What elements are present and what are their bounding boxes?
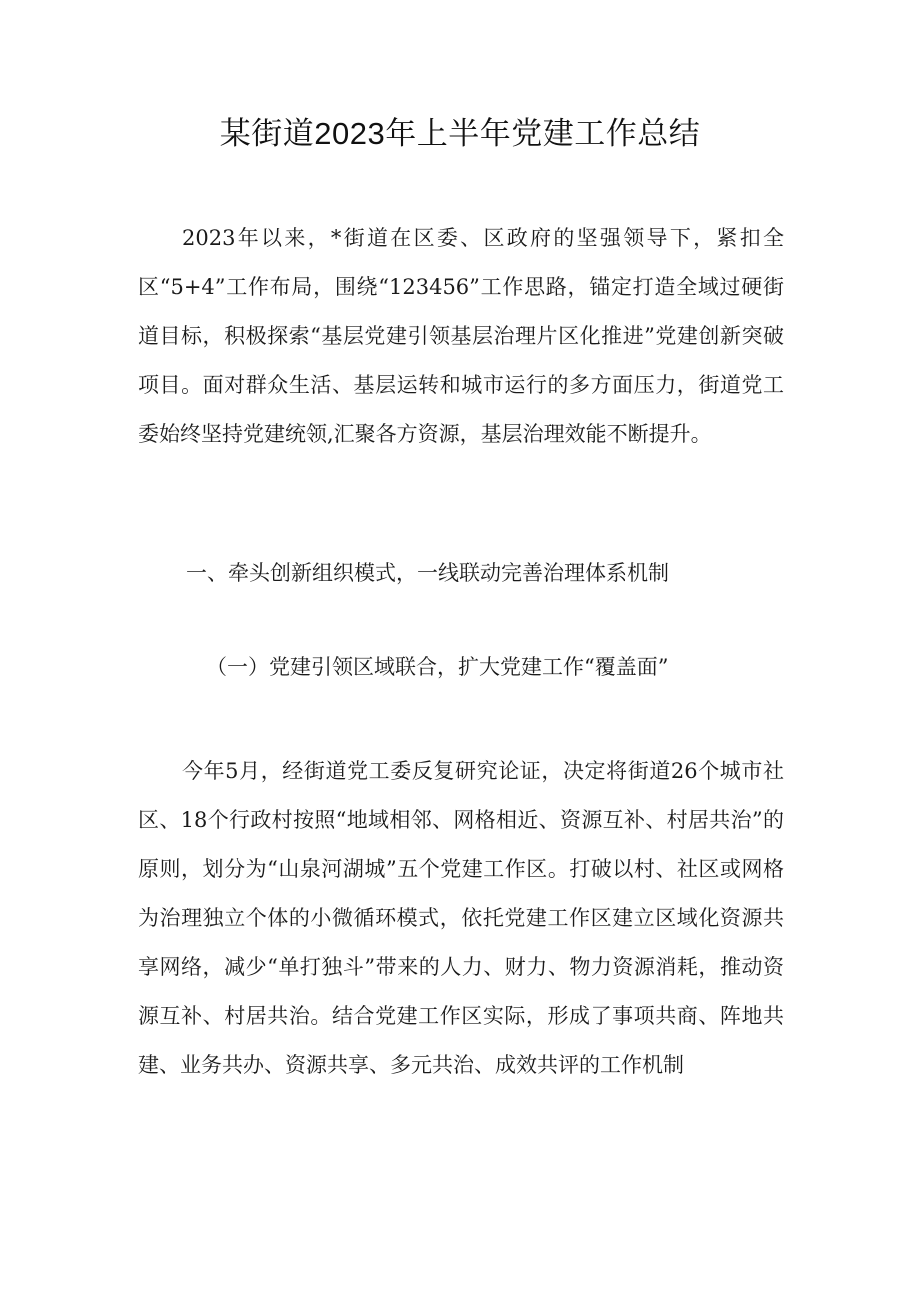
section-heading: 一、牵头创新组织模式，一线联动完善治理体系机制 <box>186 561 669 585</box>
subsection-heading: （一）党建引领区域联合，扩大党建工作“覆盖面” <box>206 655 669 679</box>
document-title: 某街道2023年上半年党建工作总结 <box>219 116 701 151</box>
body-paragraph: 今年5月，经街道党工委反复研究论证，决定将街道26个城市社区、18个行政村按照“地域相邻、网格相近、资源互补、村居共治”的原则，划分为“山泉河湖城”五个党建工作区。打破以村、社区或网格为治理独立个体的小微循环模式，依托党建工作区建立区域化资源共享网络，减少“单打独斗”带来的人力、财力、物力资源消耗，推动资源互补、村居共治。结合党建工作区实际，形成了事项共商、阵地共建、业务共办、资源共享、多元共治、成效共评的工作机制 <box>138 759 784 1077</box>
intro-paragraph: 2023年以来，*街道在区委、区政府的坚强领导下，紧扣全区“5+4”工作布局，围绕“123456”工作思路，锚定打造全域过硬街道目标，积极探索“基层党建引领基层治理片区化推进”党建创新突破项目。面对群众生活、基层运转和城市运行的多方面压力，街道党工委始终坚持党建统领,汇聚各方资源，基层治理效能不断提升。 <box>138 226 784 446</box>
